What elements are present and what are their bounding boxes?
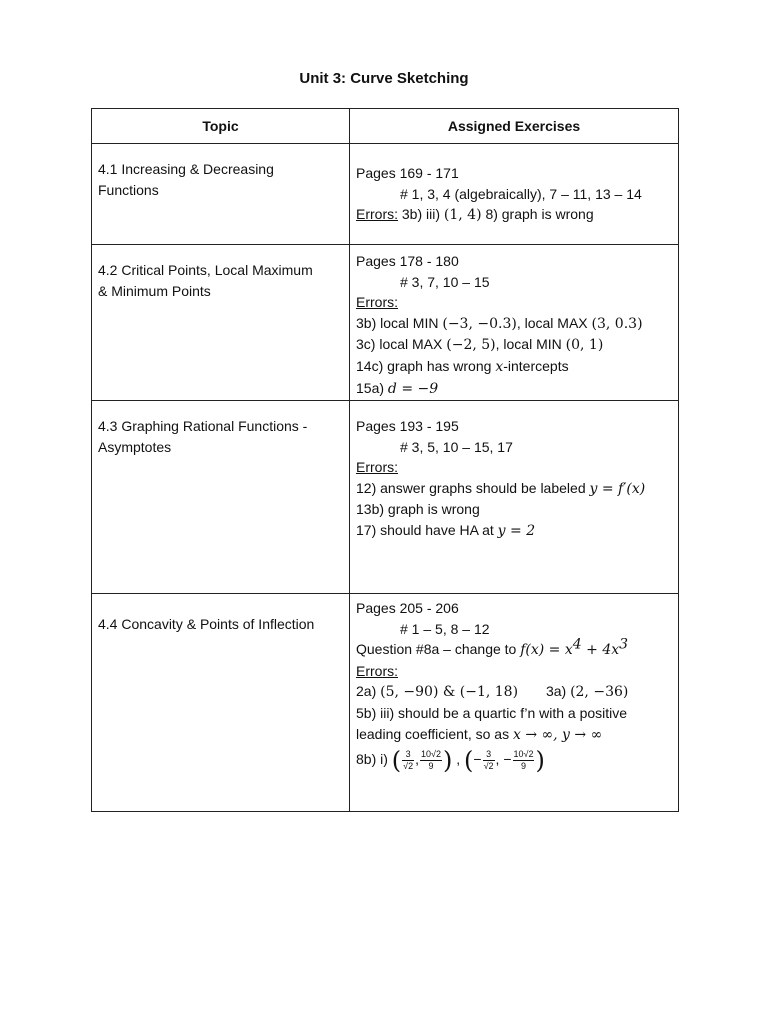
topic-cell xyxy=(92,594,350,812)
table-row xyxy=(92,245,679,401)
topic-line: 4.4 Concavity & Points of Inflection xyxy=(98,616,315,632)
exercise-list: # 1 – 5, 8 – 12 xyxy=(400,620,490,637)
topic-line: 4.1 Increasing & Decreasing xyxy=(98,161,274,177)
pages-text: Pages 169 - 171 xyxy=(356,165,459,181)
topic-line: Functions xyxy=(98,181,159,198)
errors-label: Errors: xyxy=(356,662,398,679)
exercises-cell xyxy=(350,594,679,812)
exercises-cell xyxy=(350,401,679,594)
pages-text: Pages 205 - 206 xyxy=(356,600,459,616)
errors-label: Errors: xyxy=(356,294,398,311)
question-line: Question #8a – change to $f(x) = x^4 + 4x^3$ xyxy=(356,636,629,659)
exercises-table xyxy=(91,108,679,812)
topic-line: Asymptotes xyxy=(98,438,172,455)
topic-cell xyxy=(92,144,350,245)
topic-line: & Minimum Points xyxy=(98,282,211,299)
pages-text: Pages 178 - 180 xyxy=(356,253,459,269)
error-line: 2a) (5, −90) & (−1, 18) 3a) (2, −36) xyxy=(356,683,629,701)
error-line: leading coefficient, so as x → ∞, y → ∞ xyxy=(356,725,603,743)
exercise-list: # 3, 5, 10 – 15, 17 xyxy=(400,438,513,455)
error-text: 3b) iii) xyxy=(401,206,441,223)
errors-label: Errors: xyxy=(356,206,398,223)
exercises-cell xyxy=(350,245,679,401)
document-title: Unit 3: Curve Sketching xyxy=(299,70,469,87)
topic-line: 4.2 Critical Points, Local Maximum xyxy=(98,262,313,278)
fraction: $\frac{3}{√2}$ xyxy=(483,749,494,772)
error-line: 3c) local MAX (−2, 5), local MIN (0, 1) xyxy=(356,336,604,354)
errors-line xyxy=(356,204,672,226)
error-line-fractions: 8b) i) ( $\frac{3}{√2}$ , $\frac{10√2}{9}$ ) , (− $\frac{3}{√2}$ , − $\frac{10√2}{9}$ ) xyxy=(356,746,545,775)
error-line: 15a) d = −9 xyxy=(356,379,439,397)
fraction: $\frac{10√2}{9}$ xyxy=(513,749,534,772)
topic-cell xyxy=(92,401,350,594)
table-header-row xyxy=(92,109,679,144)
fraction: $\frac{3}{√2}$ xyxy=(403,749,414,772)
error-line: 5b) iii) should be a quartic f’n with a positive xyxy=(356,704,628,721)
table-row xyxy=(92,144,679,245)
error-line: 14c) graph has wrong x-intercepts xyxy=(356,357,569,375)
fraction: $\frac{10√2}{9}$ xyxy=(421,749,441,772)
errors-label: Errors: xyxy=(356,459,398,476)
error-line: 17) should have HA at y = 2 xyxy=(356,521,536,539)
topic-cell xyxy=(92,245,350,401)
exercise-list: # 3, 7, 10 – 15 xyxy=(400,273,490,290)
header-topic: Topic xyxy=(92,109,350,144)
topic-line: 4.3 Graphing Rational Functions - xyxy=(98,418,308,434)
exercises-cell xyxy=(350,144,679,245)
error-line: 3b) local MIN (−3, −0.3), local MAX (3, 0.3) xyxy=(356,314,643,332)
error-math: (1, 4) xyxy=(443,207,482,224)
error-line: 13b) graph is wrong xyxy=(356,501,480,518)
table-row xyxy=(92,401,679,594)
exercise-list: # 1, 3, 4 (algebraically), 7 – 11, 13 – 14 xyxy=(400,185,642,202)
pages-text: Pages 193 - 195 xyxy=(356,418,459,434)
error-line: 12) answer graphs should be labeled y = f′(x) xyxy=(356,479,646,497)
error-text: 8) graph is wrong xyxy=(485,206,594,223)
header-assigned-exercises: Assigned Exercises xyxy=(350,109,679,144)
table-row xyxy=(92,594,679,812)
